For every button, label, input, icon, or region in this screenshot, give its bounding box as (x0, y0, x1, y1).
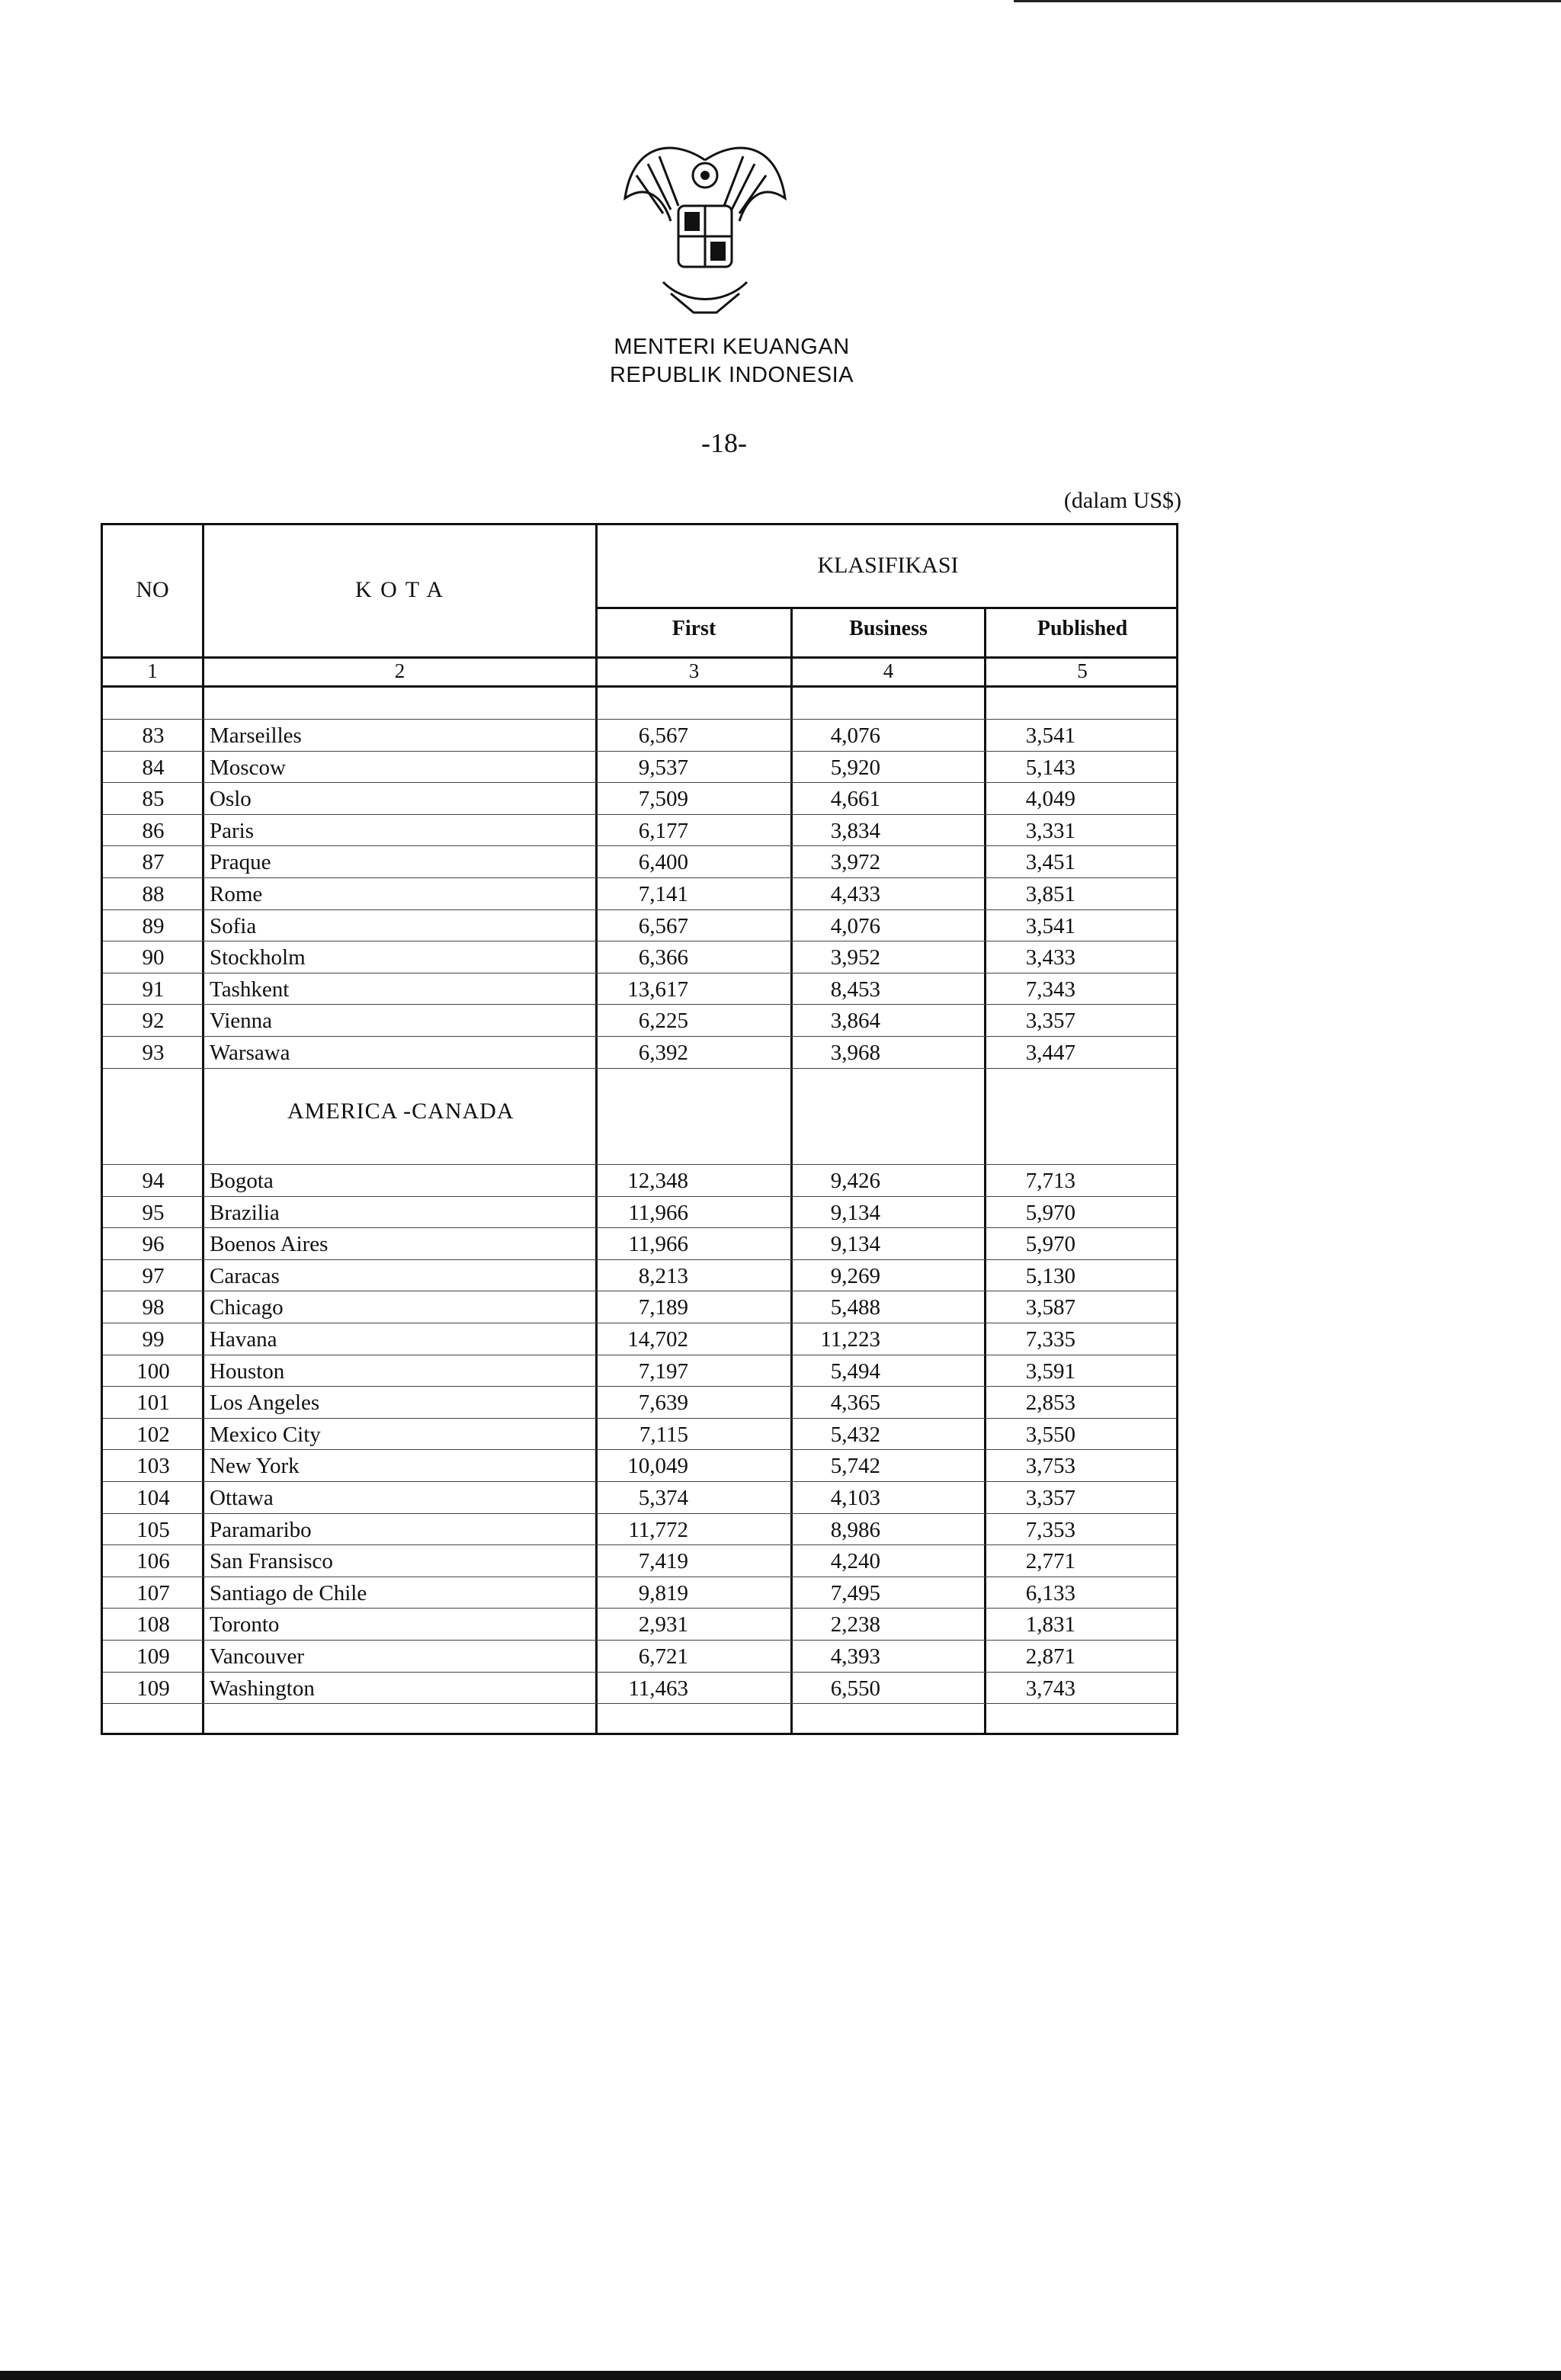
row-business-fare: 5,920 (830, 755, 880, 780)
table-row (103, 1451, 1176, 1483)
row-published-fare: 3,541 (1025, 723, 1075, 748)
row-city: Praque (210, 850, 271, 875)
row-business-fare: 4,365 (830, 1390, 880, 1416)
row-separator (103, 1703, 1176, 1704)
scan-edge-line (1014, 0, 1561, 2)
tariff-table (101, 523, 1178, 1735)
row-separator (103, 1449, 1176, 1450)
table-row (103, 1673, 1176, 1705)
row-first-fare: 5,374 (638, 1486, 688, 1510)
row-separator (103, 1164, 1176, 1165)
row-no: 100 (136, 1358, 170, 1384)
scan-bottom-edge (0, 2371, 1561, 2380)
row-city: Marseilles (210, 723, 302, 748)
row-published-fare: 3,753 (1025, 1454, 1075, 1479)
row-no: 90 (142, 945, 165, 970)
row-first-fare: 6,400 (638, 850, 688, 875)
row-separator (103, 719, 1176, 720)
row-first-fare: 7,509 (638, 787, 688, 812)
row-first-fare: 6,567 (638, 913, 688, 938)
row-first-fare: 11,966 (628, 1200, 688, 1225)
row-business-fare: 9,134 (830, 1232, 880, 1257)
row-business-fare: 4,240 (830, 1549, 880, 1574)
row-no: 97 (142, 1263, 165, 1288)
row-no: 93 (142, 1041, 165, 1065)
row-published-fare: 2,771 (1025, 1549, 1075, 1574)
row-no: 86 (142, 818, 165, 843)
row-city: Vienna (210, 1009, 273, 1034)
table-row (103, 1038, 1176, 1070)
row-business-fare: 8,986 (830, 1517, 880, 1542)
currency-unit-note: (dalam US$) (1063, 488, 1181, 513)
table-row (103, 1198, 1176, 1230)
row-first-fare: 6,366 (638, 945, 688, 970)
colnum-4: 4 (883, 659, 894, 682)
table-row (103, 1261, 1176, 1293)
row-published-fare: 3,447 (1025, 1041, 1075, 1065)
row-business-fare: 3,834 (830, 818, 880, 843)
row-first-fare: 12,348 (627, 1169, 688, 1193)
row-published-fare: 2,853 (1025, 1390, 1075, 1416)
table-row (103, 1006, 1176, 1038)
header-first: First (672, 617, 716, 640)
row-no: 92 (142, 1009, 165, 1034)
row-city: Tashkent (210, 977, 290, 1002)
row-city: Warsawa (210, 1041, 290, 1065)
row-no: 107 (136, 1580, 170, 1605)
row-city: Toronto (210, 1612, 280, 1637)
row-separator (103, 1259, 1176, 1260)
row-published-fare: 3,451 (1025, 850, 1075, 875)
row-separator (103, 782, 1176, 783)
row-first-fare: 6,721 (638, 1644, 688, 1669)
row-city: Ottawa (210, 1486, 274, 1510)
header-kota: K O T A (354, 577, 445, 602)
row-no: 84 (142, 755, 165, 780)
row-published-fare: 5,970 (1025, 1200, 1075, 1225)
row-separator (103, 1196, 1176, 1197)
header-no: NO (136, 577, 169, 602)
row-published-fare: 7,713 (1025, 1169, 1075, 1193)
table-row (103, 1419, 1176, 1451)
row-business-fare: 9,269 (830, 1263, 880, 1288)
row-published-fare: 5,143 (1025, 755, 1075, 780)
row-separator (103, 877, 1176, 878)
row-published-fare: 7,343 (1025, 977, 1075, 1002)
row-no: 103 (136, 1454, 170, 1479)
row-first-fare: 14,702 (627, 1327, 688, 1352)
row-published-fare: 3,587 (1025, 1295, 1075, 1320)
table-row (103, 816, 1176, 848)
row-separator (103, 1513, 1176, 1514)
row-city: Paris (210, 818, 254, 843)
row-no: 94 (142, 1169, 165, 1193)
row-business-fare: 4,103 (830, 1486, 880, 1510)
header-business: Business (849, 617, 928, 640)
row-published-fare: 3,591 (1025, 1358, 1075, 1384)
header-split-line (595, 607, 1176, 609)
country-title: REPUBLIK INDONESIA (609, 363, 854, 387)
row-first-fare: 13,617 (627, 977, 688, 1002)
table-row (103, 1609, 1176, 1641)
row-business-fare: 4,433 (830, 882, 880, 906)
row-city: Sofia (210, 913, 257, 938)
row-no: 85 (142, 787, 165, 812)
colnum-1: 1 (147, 659, 158, 682)
row-business-fare: 9,426 (830, 1169, 880, 1193)
row-business-fare: 5,742 (830, 1454, 880, 1479)
row-business-fare: 11,223 (820, 1327, 880, 1352)
table-row (103, 847, 1176, 879)
row-separator (103, 1227, 1176, 1228)
row-city: San Fransisco (210, 1549, 333, 1574)
row-first-fare: 10,049 (627, 1454, 688, 1479)
table-row (103, 1578, 1176, 1610)
row-separator (103, 1418, 1176, 1419)
row-city: Vancouver (210, 1644, 305, 1669)
row-published-fare: 6,133 (1025, 1580, 1075, 1605)
row-city: Havana (210, 1327, 277, 1352)
header-published: Published (1037, 617, 1128, 640)
row-city: Santiago de Chile (210, 1580, 367, 1605)
row-business-fare: 2,238 (830, 1612, 880, 1637)
row-first-fare: 7,419 (638, 1549, 688, 1574)
row-city: Brazilia (210, 1200, 280, 1225)
ministry-title: MENTERI KEUANGAN (614, 335, 850, 359)
row-published-fare: 5,970 (1025, 1232, 1075, 1257)
row-no: 88 (142, 882, 165, 906)
section-america-canada: AMERICA -CANADA (287, 1099, 514, 1124)
row-separator (103, 1608, 1176, 1609)
row-first-fare: 11,463 (628, 1676, 688, 1701)
table-row (103, 720, 1176, 752)
row-separator (103, 909, 1176, 910)
row-first-fare: 11,772 (628, 1517, 688, 1542)
row-first-fare: 7,115 (639, 1422, 688, 1447)
table-row (103, 911, 1176, 943)
row-no: 104 (136, 1486, 170, 1510)
row-published-fare: 3,851 (1025, 882, 1075, 906)
row-separator (103, 1386, 1176, 1387)
row-no: 105 (136, 1517, 170, 1542)
row-business-fare: 3,864 (830, 1009, 880, 1034)
table-row (103, 1324, 1176, 1356)
row-separator (103, 1036, 1176, 1037)
row-published-fare: 3,743 (1025, 1676, 1075, 1701)
row-no: 96 (142, 1232, 165, 1257)
row-city: Oslo (210, 787, 252, 812)
colnum-bottom-line (103, 685, 1176, 688)
table-row (103, 974, 1176, 1006)
header-klasifikasi: KLASIFIKASI (817, 553, 959, 578)
table-row (103, 1641, 1176, 1673)
table-row (103, 1387, 1176, 1419)
row-city: Rome (210, 882, 263, 906)
colnum-5: 5 (1077, 659, 1088, 682)
row-city: Boenos Aires (210, 1232, 329, 1257)
row-no: 89 (142, 913, 165, 938)
row-first-fare: 7,141 (638, 882, 688, 906)
row-no: 102 (136, 1422, 170, 1447)
colnum-3: 3 (688, 659, 700, 682)
row-no: 95 (142, 1200, 165, 1225)
row-first-fare: 7,639 (638, 1390, 688, 1416)
row-no: 106 (136, 1549, 170, 1574)
table-row (103, 1483, 1176, 1515)
row-separator (103, 1004, 1176, 1005)
row-first-fare: 9,537 (638, 755, 688, 780)
row-first-fare: 7,197 (638, 1358, 688, 1384)
row-city: Bogota (210, 1169, 274, 1193)
row-business-fare: 3,968 (830, 1041, 880, 1065)
row-city: Mexico City (210, 1422, 321, 1447)
row-business-fare: 7,495 (830, 1580, 880, 1605)
row-city: Houston (210, 1358, 285, 1384)
table-row (103, 1166, 1176, 1198)
row-no: 87 (142, 850, 165, 875)
row-first-fare: 6,392 (638, 1041, 688, 1065)
row-published-fare: 2,871 (1025, 1644, 1075, 1669)
row-separator (103, 1544, 1176, 1545)
row-first-fare: 6,225 (638, 1009, 688, 1034)
row-published-fare: 4,049 (1025, 787, 1075, 812)
row-published-fare: 3,433 (1025, 945, 1075, 970)
table-row (103, 784, 1176, 816)
row-no: 108 (136, 1612, 170, 1637)
row-no: 98 (142, 1295, 165, 1320)
row-city: Caracas (210, 1263, 280, 1288)
table-row (103, 1356, 1176, 1388)
table-row (103, 1515, 1176, 1547)
row-city: Chicago (210, 1295, 284, 1320)
row-published-fare: 3,357 (1025, 1486, 1075, 1510)
row-published-fare: 3,550 (1025, 1422, 1075, 1447)
row-city: Washington (210, 1676, 315, 1701)
row-published-fare: 3,541 (1025, 913, 1075, 938)
row-business-fare: 4,076 (830, 723, 880, 748)
row-first-fare: 11,966 (628, 1232, 688, 1257)
row-separator (103, 1481, 1176, 1482)
table-row (103, 879, 1176, 911)
row-business-fare: 3,952 (830, 945, 880, 970)
row-published-fare: 5,130 (1025, 1263, 1075, 1288)
table-row (103, 1292, 1176, 1324)
row-separator (103, 814, 1176, 815)
row-separator (103, 1640, 1176, 1641)
row-published-fare: 1,831 (1025, 1612, 1075, 1637)
row-separator (103, 845, 1176, 846)
row-first-fare: 9,819 (638, 1580, 688, 1605)
header-bottom-line (103, 656, 1176, 659)
row-first-fare: 8,213 (638, 1263, 688, 1288)
row-business-fare: 5,494 (830, 1358, 880, 1384)
row-business-fare: 4,661 (830, 787, 880, 812)
row-published-fare: 7,335 (1025, 1327, 1075, 1352)
row-business-fare: 6,550 (830, 1676, 880, 1701)
page-number: -18- (701, 428, 747, 458)
row-first-fare: 6,177 (638, 818, 688, 843)
row-business-fare: 4,393 (830, 1644, 880, 1669)
row-city: Moscow (210, 755, 286, 780)
row-city: New York (210, 1454, 300, 1479)
table-row (103, 752, 1176, 784)
row-published-fare: 7,353 (1025, 1517, 1075, 1542)
row-separator (103, 1672, 1176, 1673)
row-no: 109 (136, 1644, 170, 1669)
row-business-fare: 5,432 (830, 1422, 880, 1447)
row-business-fare: 3,972 (830, 850, 880, 875)
garuda-emblem-icon (617, 130, 793, 328)
row-city: Paramaribo (210, 1517, 312, 1542)
row-no: 99 (142, 1327, 165, 1352)
row-published-fare: 3,357 (1025, 1009, 1075, 1034)
table-row (103, 1546, 1176, 1578)
row-no: 101 (136, 1390, 170, 1416)
row-no: 83 (142, 723, 165, 748)
row-separator (103, 751, 1176, 752)
colnum-2: 2 (394, 659, 405, 682)
row-city: Stockholm (210, 945, 306, 970)
row-first-fare: 7,189 (638, 1295, 688, 1320)
row-separator (103, 1068, 1176, 1069)
table-row (103, 942, 1176, 974)
row-business-fare: 4,076 (830, 913, 880, 938)
row-business-fare: 9,134 (830, 1200, 880, 1225)
row-no: 109 (136, 1676, 170, 1701)
row-business-fare: 8,453 (830, 977, 880, 1002)
row-first-fare: 6,567 (638, 723, 688, 748)
row-first-fare: 2,931 (638, 1612, 688, 1637)
row-city: Los Angeles (210, 1390, 320, 1416)
row-no: 91 (142, 977, 165, 1002)
row-business-fare: 5,488 (830, 1295, 880, 1320)
row-published-fare: 3,331 (1025, 818, 1075, 843)
table-row (103, 1229, 1176, 1261)
